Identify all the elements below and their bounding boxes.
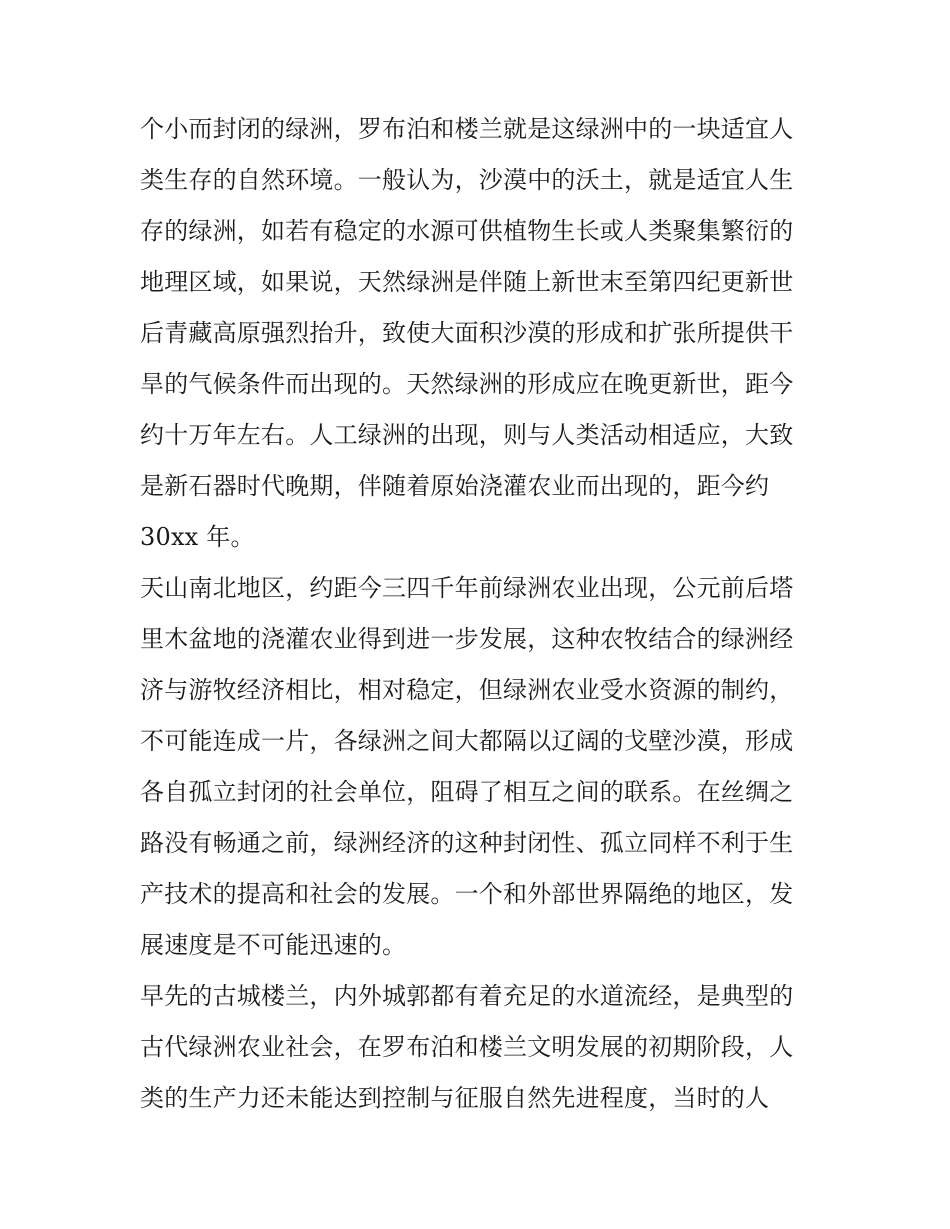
text-line: 类生存的自然环境。一般认为，沙漠中的沃土，就是适宜人生: [140, 166, 794, 194]
text-line: 济与游牧经济相比，相对稳定，但绿洲农业受水资源的制约，: [140, 676, 794, 704]
text-line: 天山南北地区，约距今三四千年前绿洲农业出现，公元前后塔: [140, 574, 794, 602]
text-line: 存的绿洲，如若有稳定的水源可供植物生长或人类聚集繁衍的: [140, 217, 794, 245]
text-line: 不可能连成一片，各绿洲之间大都隔以辽阔的戈壁沙漠，形成: [140, 727, 794, 755]
text-line: 各自孤立封闭的社会单位，阻碍了相互之间的联系。在丝绸之: [140, 778, 794, 806]
text-line: 里木盆地的浇灌农业得到进一步发展，这种农牧结合的绿洲经: [140, 625, 794, 653]
text-line: 约十万年左右。人工绿洲的出现，则与人类活动相适应，大致: [140, 421, 794, 449]
text-line: 后青藏高原强烈抬升，致使大面积沙漠的形成和扩张所提供干: [140, 319, 794, 347]
text-line: 古代绿洲农业社会，在罗布泊和楼兰文明发展的初期阶段，人: [140, 1033, 794, 1061]
text-line: 展速度是不可能迅速的。: [140, 931, 407, 959]
body-text: [140, 104, 812, 1124]
text-line: 旱的气候条件而出现的。天然绿洲的形成应在晚更新世，距今: [140, 370, 794, 398]
text-line: 早先的古城楼兰，内外城郭都有着充足的水道流经，是典型的: [140, 982, 794, 1010]
text-line: 路没有畅通之前，绿洲经济的这种封闭性、孤立同样不利于生: [140, 829, 794, 857]
text-line: 类的生产力还未能达到控制与征服自然先进程度，当时的人: [140, 1084, 770, 1112]
text-line: 30xx 年。: [140, 523, 255, 551]
text-line: 产技术的提高和社会的发展。一个和外部世界隔绝的地区，发: [140, 880, 794, 908]
text-line: 个小而封闭的绿洲，罗布泊和楼兰就是这绿洲中的一块适宜人: [140, 115, 794, 143]
text-line: 是新石器时代晚期，伴随着原始浇灌农业而出现的，距今约: [140, 472, 770, 500]
text-line: 地理区域，如果说，天然绿洲是伴随上新世末至第四纪更新世: [140, 268, 794, 296]
